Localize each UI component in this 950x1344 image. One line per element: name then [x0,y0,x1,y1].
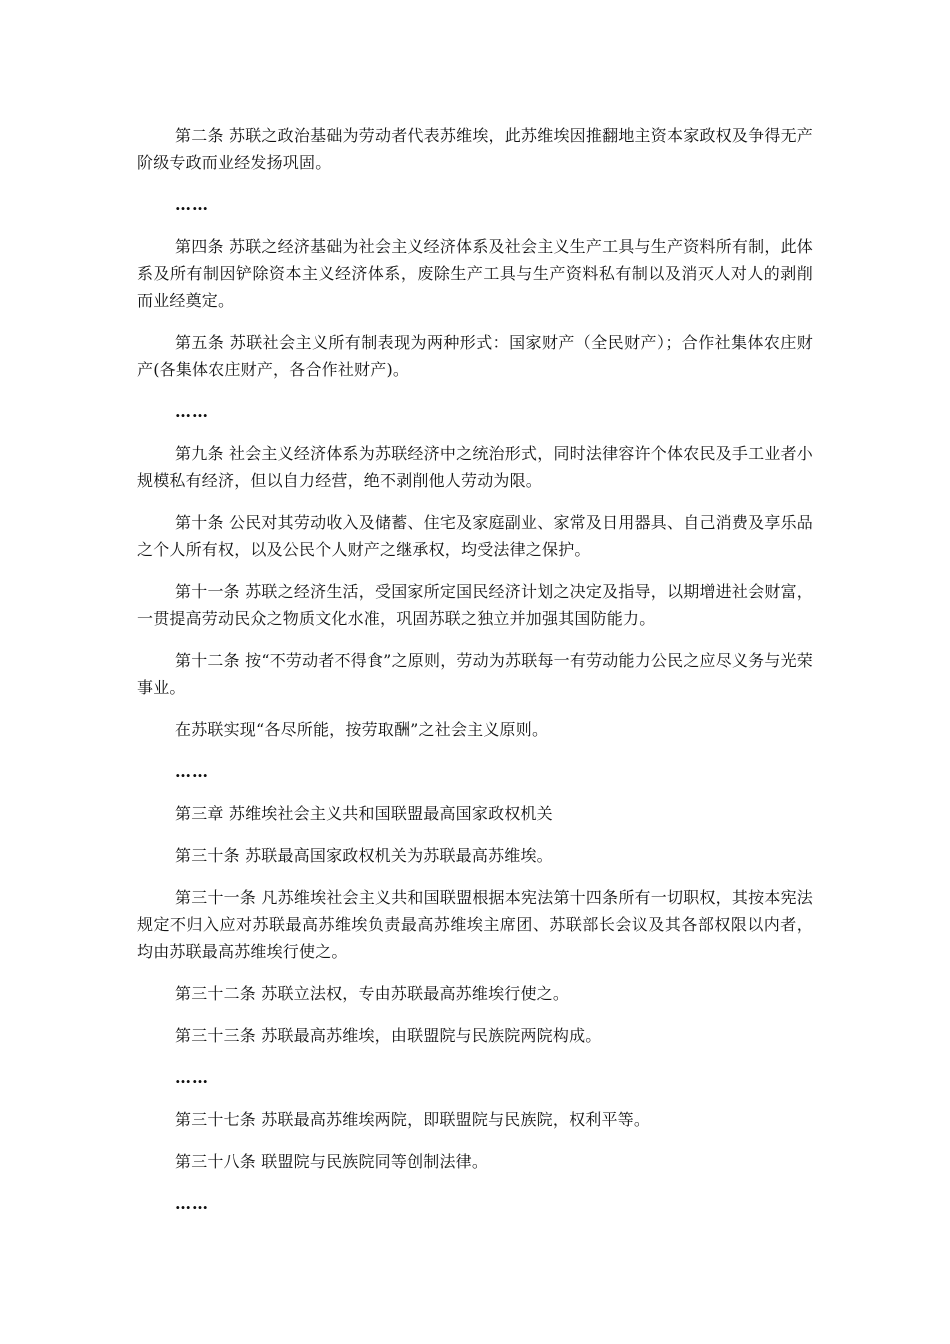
ellipsis-marker: …… [175,402,209,421]
paragraph-article-31: 第三十一条 凡苏维埃社会主义共和国联盟根据本宪法第十四条所有一切职权，其按本宪法规定不归入应对苏联最高苏维埃负责最高苏维埃主席团、苏联部长会议及其各部权限以内者，均由苏联最高苏维埃行使之。 [137,888,813,961]
paragraph-article-11: 第十一条 苏联之经济生活，受国家所定国民经济计划之决定及指导，以期增进社会财富，一贯提高劳动民众之物质文化水准，巩固苏联之独立并加强其国防能力。 [137,582,813,628]
ellipsis-marker: …… [175,1068,209,1087]
paragraph-article-12: 第十二条 按“不劳动者不得食”之原则，劳动为苏联每一有劳动能力公民之应尽义务与光荣事业。 [137,651,813,697]
paragraph-article-32: 第三十二条 苏联立法权，专由苏联最高苏维埃行使之。 [175,984,570,1003]
paragraph-article-10: 第十条 公民对其劳动收入及储蓄、住宅及家庭副业、家常及日用器具、自己消费及享乐品之个人所有权，以及公民个人财产之继承权，均受法律之保护。 [137,513,813,559]
ellipsis-marker: …… [175,1194,209,1213]
paragraph-article-38: 第三十八条 联盟院与民族院同等创制法律。 [175,1152,489,1171]
paragraph-article-2: 第二条 苏联之政治基础为劳动者代表苏维埃，此苏维埃因推翻地主资本家政权及争得无产阶级专政而业经发扬巩固。 [137,126,813,172]
ellipsis-marker: …… [175,762,209,781]
document-body [137,122,813,1232]
chapter-3-heading: 第三章 苏维埃社会主义共和国联盟最高国家政权机关 [175,804,553,823]
paragraph-article-30: 第三十条 苏联最高国家政权机关为苏联最高苏维埃。 [175,846,553,865]
paragraph-article-4: 第四条 苏联之经济基础为社会主义经济体系及社会主义生产工具与生产资料所有制，此体系及所有制因铲除资本主义经济体系，废除生产工具与生产资料私有制以及消灭人对人的剥削而业经奠定。 [137,237,813,310]
ellipsis-marker: …… [175,195,209,214]
paragraph-article-33: 第三十三条 苏联最高苏维埃，由联盟院与民族院两院构成。 [175,1026,602,1045]
paragraph-article-5: 第五条 苏联社会主义所有制表现为两种形式：国家财产（全民财产）；合作社集体农庄财产(各集体农庄财产，各合作社财产)。 [137,333,813,379]
paragraph-article-37: 第三十七条 苏联最高苏维埃两院，即联盟院与民族院，权利平等。 [175,1110,651,1129]
paragraph-article-9: 第九条 社会主义经济体系为苏联经济中之统治形式，同时法律容许个体农民及手工业者小规模私有经济，但以自力经营，绝不剥削他人劳动为限。 [137,444,813,490]
paragraph-article-12-continued: 在苏联实现“各尽所能，按劳取酬”之社会主义原则。 [175,720,549,739]
